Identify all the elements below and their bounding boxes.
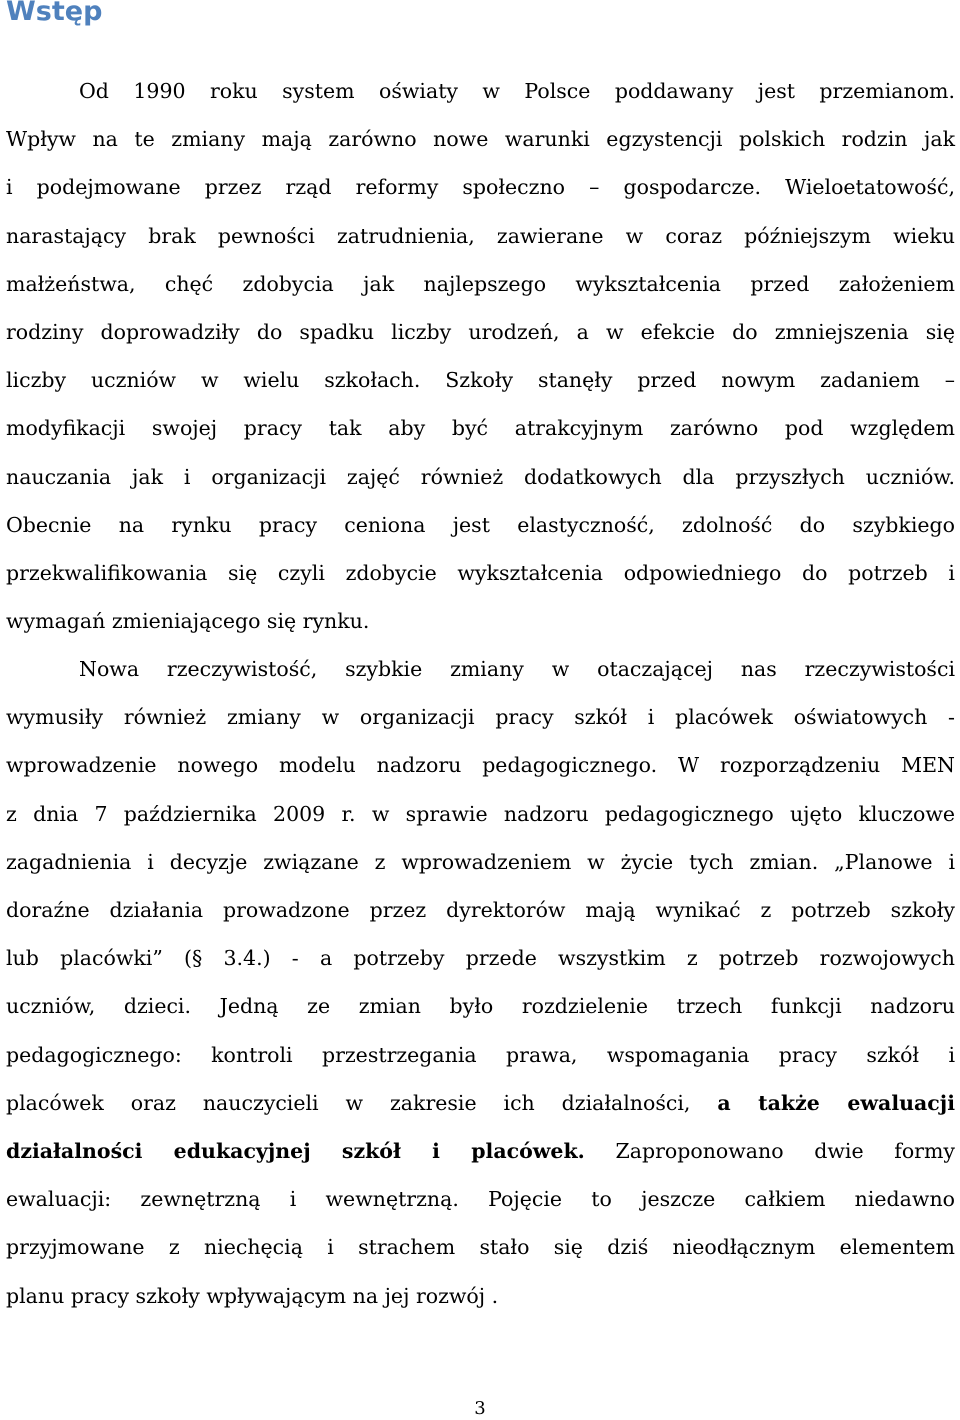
bold-text: działalności edukacyjnej szkół i placówek.: [6, 1139, 585, 1164]
paragraph-line: przekwalifikowania się czyli zdobycie wykształcenia odpowiedniego do potrzeb i: [6, 561, 955, 586]
section-heading: Wstęp: [6, 0, 103, 27]
paragraph-line: ewaluacji: zewnętrzną i wewnętrzną. Pojęcie to jeszcze całkiem niedawno: [6, 1187, 955, 1212]
paragraph-line: Nowa rzeczywistość, szybkie zmiany w otaczającej nas rzeczywistości: [79, 657, 955, 681]
page-number: 3: [474, 1398, 486, 1419]
paragraph-line: planu pracy szkoły wpływającym na jej rozwój .: [6, 1283, 499, 1308]
paragraph-line: nauczania jak i organizacji zajęć również dodatkowych dla przyszłych uczniów.: [6, 464, 955, 489]
paragraph-line: uczniów, dzieci. Jedną ze zmian było rozdzielenie trzech funkcji nadzoru: [6, 994, 955, 1019]
paragraph-1: [6, 67, 955, 645]
paragraph-line: Od 1990 roku system oświaty w Polsce poddawany jest przemianom.: [79, 79, 955, 103]
paragraph-line: z dnia 7 października 2009 r. w sprawie nadzoru pedagogicznego ujęto kluczowe: [6, 801, 955, 826]
plain-text: Zaproponowano dwie formy: [584, 1139, 955, 1164]
paragraph-line: liczby uczniów w wielu szkołach. Szkoły stanęły przed nowym zadaniem –: [6, 368, 955, 393]
paragraph-line: doraźne działania prowadzone przez dyrektorów mają wynikać z potrzeb szkoły: [6, 898, 955, 923]
paragraph-line: lub placówki” (§ 3.4.) - a potrzeby przede wszystkim z potrzeb rozwojowych: [6, 946, 955, 971]
paragraph-line: przyjmowane z niechęcią i strachem stało się dziś nieodłącznym elementem: [6, 1235, 955, 1260]
paragraph-line: Wpływ na te zmiany mają zarówno nowe warunki egzystencji polskich rodzin jak: [6, 127, 955, 152]
paragraph-line: wymusiły również zmiany w organizacji pracy szkół i placówek oświatowych -: [6, 705, 955, 730]
plain-text: placówek oraz nauczycieli w zakresie ich działalności,: [6, 1090, 718, 1115]
paragraph-line: i podejmowane przez rząd reformy społeczno – gospodarcze. Wieloetatowość,: [6, 175, 955, 200]
bold-text: a także ewaluacji: [717, 1090, 955, 1115]
paragraph-line-mixed: [6, 1079, 955, 1127]
paragraph-line-mixed: [6, 1127, 955, 1175]
paragraph-line: wymagań zmieniającego się rynku.: [6, 609, 370, 634]
paragraph-line: pedagogicznego: kontroli przestrzegania prawa, wspomagania pracy szkół i: [6, 1042, 955, 1067]
paragraph-line: wprowadzenie nowego modelu nadzoru pedagogicznego. W rozporządzeniu MEN: [6, 753, 955, 778]
paragraph-line: modyfikacji swojej pracy tak aby być atrakcyjnym zarówno pod względem: [6, 416, 955, 441]
paragraph-2: [6, 645, 955, 1320]
paragraph-line: małżeństwa, chęć zdobycia jak najlepszego wykształcenia przed założeniem: [6, 271, 955, 296]
paragraph-line: narastający brak pewności zatrudnienia, zawierane w coraz późniejszym wieku: [6, 223, 955, 248]
paragraph-line: zagadnienia i decyzje związane z wprowadzeniem w życie tych zmian. „Planowe i: [6, 849, 955, 874]
paragraph-line: rodziny doprowadziły do spadku liczby urodzeń, a w efekcie do zmniejszenia się: [6, 320, 955, 345]
paragraph-line: Obecnie na rynku pracy ceniona jest elastyczność, zdolność do szybkiego: [6, 512, 955, 537]
